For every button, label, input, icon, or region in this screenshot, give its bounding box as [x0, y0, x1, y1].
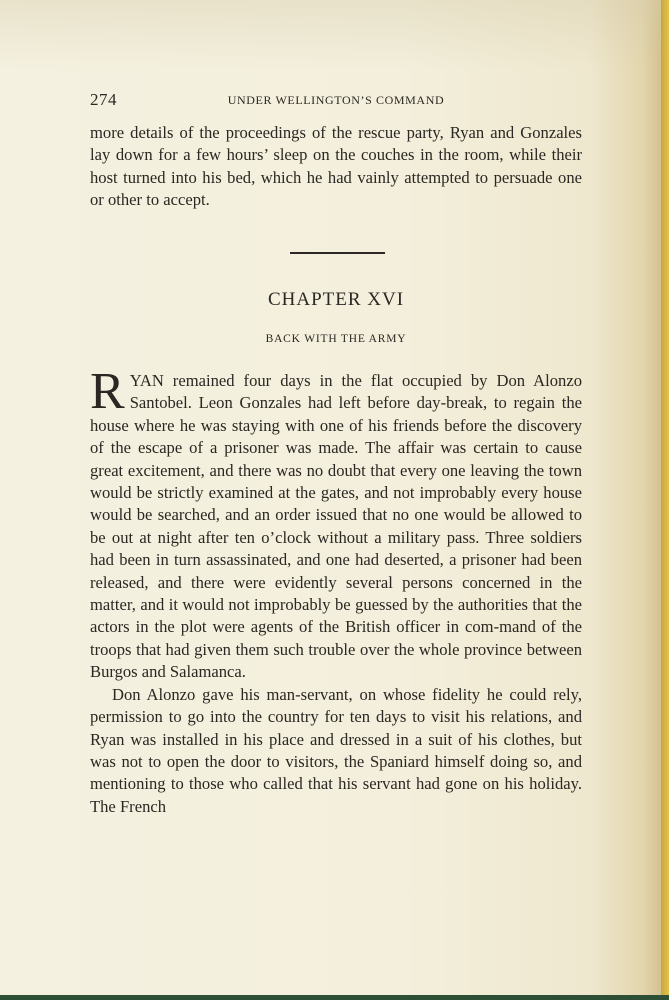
page-number: 274 — [90, 90, 117, 109]
opening-text — [90, 122, 582, 212]
chapter-body — [90, 363, 582, 818]
chapter-paragraph-1 — [90, 363, 582, 684]
running-head: UNDER WELLINGTON’S COMMAND — [227, 93, 445, 107]
chapter-subtitle: BACK WITH THE ARMY — [265, 333, 407, 345]
drop-cap: R — [90, 363, 125, 420]
chapter-paragraph-2: Don Alonzo gave his man-servant, on whose fidelity he could rely, permission to go into the country for ten days to visit his relations, and Ryan was installed in his place and dressed in a suit of his clothes, but was not to open the door to visitors, the Spaniard himself doing so, and mentioning to those who called that his servant had gone on his holiday. The French — [90, 684, 582, 816]
chapter-paragraph-1-text: YAN remained four days in the flat occupied by Don Alonzo Santobel. Leon Gonzales had left before day-break, to regain the house where he was staying with one of his friends before the discovery of the escape of a prisoner was made. The affair was certain to cause great excitement, and there was no doubt that every one leaving the town would be strictly examined at the gates, and not improbably every house would be searched, and an order issued that no one would be allowed to be out at night after ten o’clock without a military pass. Three soldiers had been in turn assassinated, and one had deserted, a prisoner had been released, and there were evidently several persons concerned in the matter, and it would not improbably be guessed by the authorities that the actors in the plot were agents of the British officer in com-mand of the troops that had given them such trouble over the whole province between Burgos and Salamanca. — [90, 371, 582, 682]
opening-paragraph: more details of the proceedings of the rescue party, Ryan and Gonzales lay down for a few hours’ sleep on the couches in the room, while their host turned into his bed, which he had vainly attempted to persuade one or other to accept. — [90, 123, 582, 210]
page-header — [90, 90, 582, 112]
page-edge-bottom — [0, 995, 669, 1000]
chapter-title: CHAPTER XVI — [267, 289, 405, 310]
page-edge-right — [661, 0, 669, 1000]
chapter-divider — [290, 252, 385, 254]
